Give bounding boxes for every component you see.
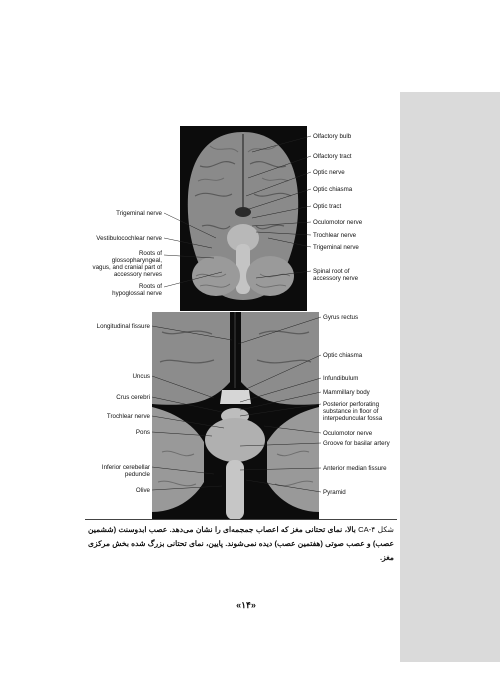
label-uncus: Uncus bbox=[132, 373, 150, 380]
label-roots-glossopharyngeal: Roots of glossopharyngeal, vagus, and cranial part of accessory nerves bbox=[92, 250, 162, 278]
label-trigeminal-nerve-right: Trigeminal nerve bbox=[313, 244, 359, 251]
label-optic-tract: Optic tract bbox=[313, 203, 342, 210]
label-optic-chiasma: Optic chiasma bbox=[313, 186, 353, 193]
label-groove-basilar-artery: Groove for basilar artery bbox=[323, 440, 390, 447]
label-longitudinal-fissure: Longitudinal fissure bbox=[96, 323, 150, 330]
label-pons: Pons bbox=[135, 429, 150, 436]
label-mammillary-body: Mammillary body bbox=[323, 389, 370, 396]
top-brain-photo bbox=[180, 126, 307, 311]
page-number: «۱۴» bbox=[236, 600, 256, 610]
label-roots-hypoglossal: Roots of hypoglossal nerve bbox=[112, 283, 162, 297]
label-vestibulocochlear-nerve: Vestibulocochlear nerve bbox=[96, 235, 162, 242]
label-inferior-cerebellar-peduncle: Inferior cerebellar peduncle bbox=[101, 464, 150, 478]
brain-inferior-view-image bbox=[180, 126, 307, 311]
label-olive: Olive bbox=[135, 487, 150, 494]
label-trochlear-nerve-2: Trochlear nerve bbox=[106, 413, 150, 420]
label-optic-chiasma-2: Optic chiasma bbox=[323, 352, 363, 359]
figure-number: شکل ۴-CA bbox=[358, 525, 394, 534]
label-optic-nerve: Optic nerve bbox=[313, 169, 345, 176]
brain-central-enlarged-image bbox=[152, 312, 319, 520]
caption-text: بالا، نمای تحتانی مغز که اعصاب جمجمه‌ای را نشان می‌دهد. عصب ابدوسنت (ششمین عصب) و عصب صوتی (هفتمین عصب) دیده نمی‌شوند. پایین، نمای تحتانی بزرگ شده بخش مرکزی مغز. bbox=[88, 525, 394, 562]
bottom-brain-photo bbox=[152, 312, 319, 520]
label-infundibulum: Infundibulum bbox=[323, 375, 359, 382]
label-trigeminal-nerve-left: Trigeminal nerve bbox=[116, 210, 162, 217]
label-crus-cerebri: Crus cerebri bbox=[116, 394, 150, 401]
label-pyramid: Pyramid bbox=[323, 489, 346, 496]
figure-caption bbox=[88, 523, 394, 565]
label-spinal-root-accessory: Spinal root of accessory nerve bbox=[313, 268, 359, 282]
label-oculomotor-nerve-2: Oculomotor nerve bbox=[323, 430, 373, 437]
caption-rule bbox=[85, 519, 397, 520]
label-posterior-perforating-substance: Posterior perforating substance in floor of interpeduncular fossa bbox=[323, 401, 383, 422]
side-tab bbox=[400, 92, 500, 662]
label-olfactory-bulb: Olfactory bulb bbox=[313, 133, 352, 140]
label-olfactory-tract: Olfactory tract bbox=[313, 153, 352, 160]
label-oculomotor-nerve: Oculomotor nerve bbox=[313, 219, 363, 226]
label-gyrus-rectus: Gyrus rectus bbox=[323, 314, 359, 321]
label-anterior-median-fissure: Anterior median fissure bbox=[323, 465, 387, 472]
label-trochlear-nerve: Trochlear nerve bbox=[313, 232, 357, 239]
